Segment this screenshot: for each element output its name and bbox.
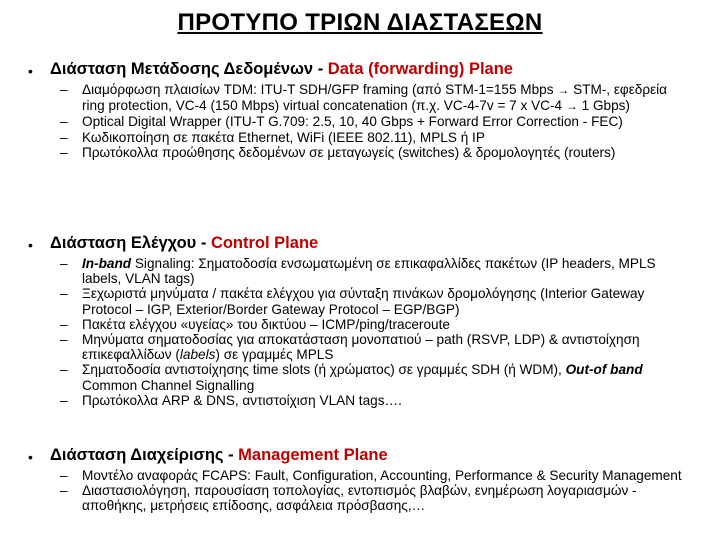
item-emphasis: labels	[179, 347, 216, 363]
item-text: Κωδικοποίηση σε πακέτα Ethernet, WiFi (IEEE 802.11), MPLS ή IP	[82, 129, 485, 145]
dash: –	[60, 82, 68, 97]
section-heading	[50, 446, 388, 465]
sub-list	[60, 468, 690, 514]
arrow-right-icon: →	[557, 83, 570, 97]
item-text: Διαστασιολόγηση, παρουσίαση τοπολογίας, εντοπισμός βλαβών, ενημέρωση λογαριασμών - αποθήκης, μετρήσεις επίδοσης, ασφάλεια πρόσβασης,…	[82, 483, 637, 514]
item-emphasis: Out-of band	[565, 362, 643, 378]
list-item	[60, 256, 690, 286]
heading-highlight: Data (forwarding) Plane	[327, 60, 513, 78]
dash: –	[60, 256, 68, 271]
dash: –	[60, 332, 68, 348]
dash: –	[60, 286, 68, 302]
heading-prefix: Διάσταση Ελέγχου -	[50, 234, 211, 252]
item-text: Ξεχωριστά μηνύματα / πακέτα ελέγχου για σύνταξη πινάκων δρομολόγησης (Interior Gateway Protocol – IGP, Exterior/Border Gateway Protocol – EGP/BGP)	[82, 286, 645, 317]
sub-list	[60, 82, 690, 160]
list-item	[60, 393, 690, 408]
dash: –	[60, 316, 68, 332]
list-item	[60, 114, 690, 129]
item-text: Optical Digital Wrapper (ITU-T G.709: 2.5, 10, 40 Gbps + Forward Error Correction - FEC)	[82, 114, 623, 130]
dash: –	[60, 114, 68, 130]
list-item	[60, 483, 690, 513]
item-text: Πρωτόκολλα προώθησης δεδομένων σε μεταγωγείς (switches) & δρομολογητές (routers)	[82, 144, 616, 160]
item-text: STM-, εφεδρεία ring protection, VC-4 (150 Mbps) virtual concatenation (π.χ. VC-4-7v = 7 x VC-4	[82, 82, 668, 114]
bullet: •	[28, 449, 33, 465]
list-item	[60, 468, 690, 483]
dash: –	[60, 468, 68, 483]
list-item	[60, 286, 690, 316]
list-item	[60, 130, 690, 145]
arrow-right-icon: →	[565, 99, 578, 114]
dash: –	[60, 362, 68, 378]
dash: –	[60, 483, 68, 499]
heading-prefix: Διάσταση Διαχείρισης -	[50, 446, 239, 464]
dash: –	[60, 129, 68, 145]
item-text: Διαμόρφωση πλαισίων TDM: ITU-T SDH/GFP framing (από STM-1=155 Mbps	[82, 82, 558, 97]
list-item	[60, 362, 690, 392]
item-emphasis: In-band	[82, 256, 132, 271]
page-title: ΠΡΟΤΥΠΟ ΤΡΙΩΝ ΔΙΑΣΤΑΣΕΩΝ	[177, 9, 543, 36]
heading-highlight: Management Plane	[238, 446, 388, 464]
item-text: Common Channel Signalling	[82, 377, 255, 393]
sub-list	[60, 256, 690, 408]
bullet: •	[28, 63, 33, 79]
item-text: Πακέτα ελέγχου «υγείας» του δικτύου – ICMP/ping/traceroute	[82, 316, 450, 332]
item-text: ) σε γραμμές MPLS	[215, 347, 334, 363]
item-text: Μοντέλο αναφοράς FCAPS: Fault, Configuration, Accounting, Performance & Security Management	[82, 468, 682, 483]
dash: –	[60, 392, 68, 408]
item-text: 1 Gbps)	[577, 98, 630, 114]
list-item	[60, 317, 690, 332]
bullet: •	[28, 237, 33, 253]
item-text: Σηματοδοσία αντιστοίχησης time slots (ή χρώματος) σε γραμμές SDH (ή WDM),	[82, 362, 566, 378]
heading-highlight: Control Plane	[210, 234, 319, 252]
section-heading	[50, 60, 513, 79]
item-text: Μηνύματα σηματοδοσίας για αποκατάσταση μονοπατιού – path (RSVP, LDP) & αντιστοίχηση επικεφαλλίδων (	[82, 332, 640, 363]
list-item	[60, 332, 690, 362]
item-text: Signaling: Σηματοδοσία ενσωματωμένη σε επικαφαλλίδες πακέτων (IP headers, MPLS labels, VLAN tags)	[82, 256, 656, 287]
dash: –	[60, 144, 68, 160]
section-heading	[50, 234, 318, 253]
list-item	[60, 145, 690, 160]
heading-prefix: Διάσταση Μετάδοσης Δεδομένων -	[50, 60, 328, 78]
item-text: Πρωτόκολλα ARP & DNS, αντιστοίχιση VLAN tags….	[82, 392, 402, 408]
list-item	[60, 82, 690, 114]
